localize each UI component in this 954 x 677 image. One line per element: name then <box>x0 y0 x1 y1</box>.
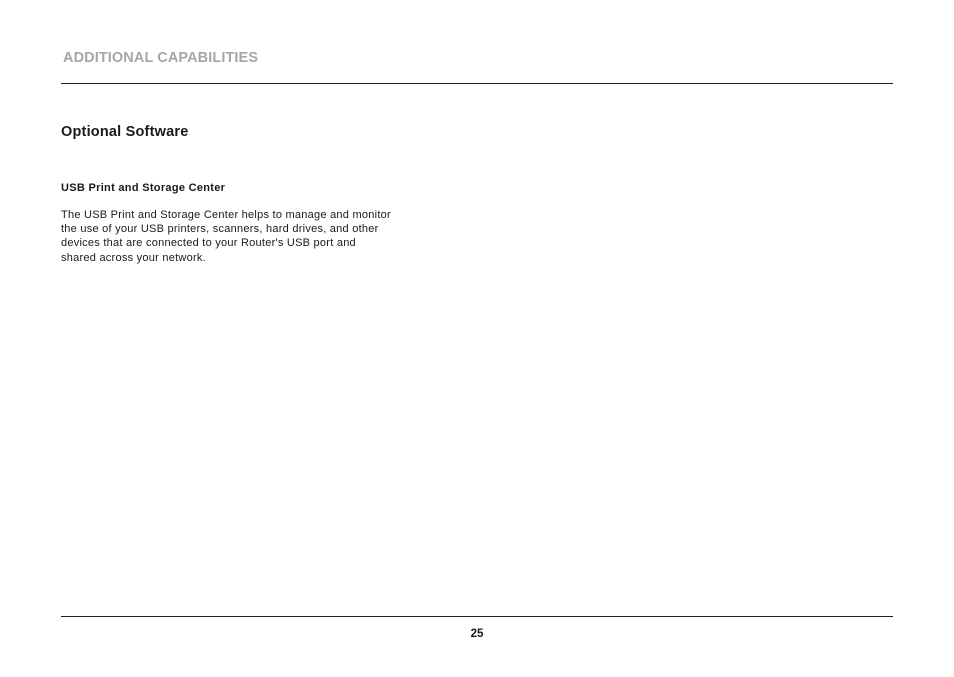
page-heading: Optional Software <box>61 124 189 140</box>
top-divider <box>61 83 893 84</box>
body-paragraph: The USB Print and Storage Center helps to manage and monitor the use of your USB printers, scanners, hard drives, and other devices that are connected to your Router's USB port and shared across your network. <box>61 209 391 264</box>
subsection-heading: USB Print and Storage Center <box>61 182 226 194</box>
bottom-divider <box>61 616 893 617</box>
section-header: ADDITIONAL CAPABILITIES <box>63 50 259 66</box>
page-number: 25 <box>470 628 484 640</box>
